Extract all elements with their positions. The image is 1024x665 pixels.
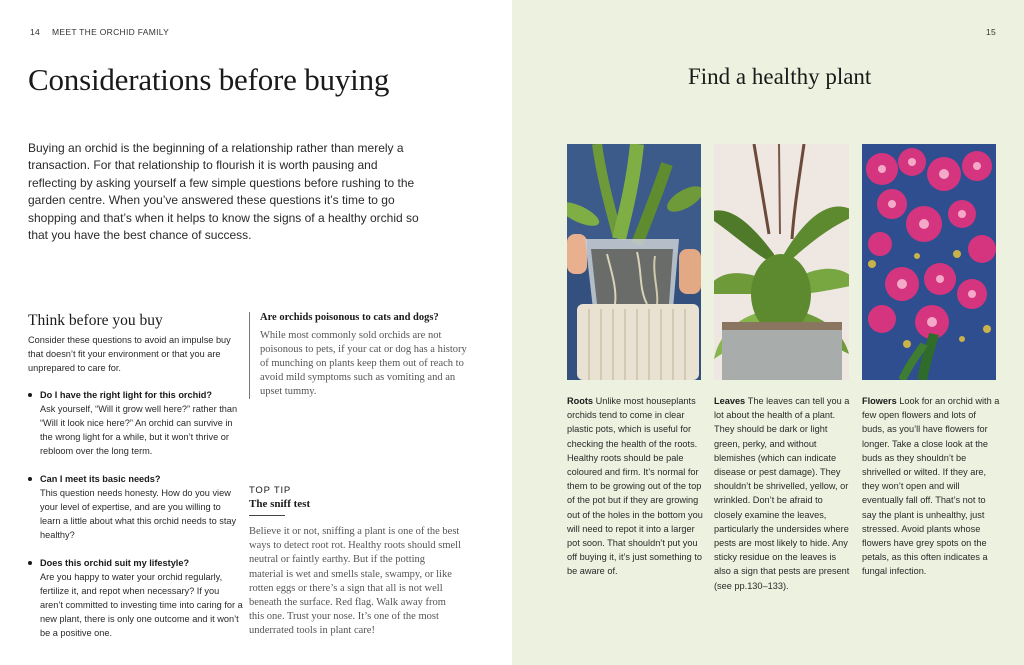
flowers-caption	[862, 394, 1000, 579]
leaves-caption-key: Leaves	[714, 396, 748, 406]
photo-leaves	[714, 144, 849, 380]
roots-caption	[567, 394, 705, 579]
sidebar-body: While most commonly sold orchids are not poisonous to pets, if your cat or dog has a history of munching on plants keep them out of reach to avoid mild symptoms such as vomiting and an upset tummy.	[260, 330, 467, 397]
right-page	[512, 0, 1024, 665]
bullet-icon	[28, 561, 32, 565]
leaves-caption-text: The leaves can tell you a lot about the health of a plant. They should be dark or light green, perky, and without blemishes (which can indicate disease or pest damage). They shouldn’t be shrivelled, yellow, or wrinkled. Don’t be afraid to closely examine the leaves, particularly the undersides where pests are most likely to hide. Any sticky residue on the leaves is also a sign that pests are present (see pp.130–133).	[714, 396, 850, 591]
flowers-caption-text: Look for an orchid with a few open flowers and lots of buds, as you’ll have flowers for longer. Take a close look at the buds as they shouldn’t be shrivelled or wilted. If they are, they won’t open and will eventually fall off. That’s not to say the plant is unhealthy, just stressed. Avoid plants whose flowers have grey spots on the petals, as this often indicates a fungal infection.	[862, 396, 1000, 577]
intro-text: Buying an orchid is the beginning of a relationship rather than merely a transaction. For that relationship to flourish it is worth pausing and reflecting by asking yourself a few simple questions before rushing to the garden centre. When you’ve answered these questions it’s time to go shopping and that’s when it helps to know the signs of a healthy orchid so that you have the best chance of success.	[28, 141, 419, 243]
bullet-icon	[28, 393, 32, 397]
pets-sidebar	[249, 312, 472, 399]
page-title: Considerations before buying	[28, 62, 390, 97]
roots-caption-text: Unlike most houseplants orchids tend to come in clear plastic pots, which is useful for checking the health of the roots. Healthy roots should be pale coloured and firm. It’s normal for them to be growing out of the top of the pot but if they are growing out of the holes in the bottom you will need to repot it into a larger pot soon. That shouldn’t put you off buying it, it’s just something to be aware of.	[567, 396, 703, 577]
photo-roots	[567, 144, 701, 380]
right-page-title: Find a healthy plant	[688, 64, 872, 89]
sidebar-heading: Are orchids poisonous to cats and dogs?	[260, 312, 439, 323]
page-number-left: 14	[30, 27, 41, 37]
question-item	[28, 388, 243, 458]
page-number-right: 15	[986, 27, 997, 37]
flowers-caption-key: Flowers	[862, 396, 900, 406]
question-answer: Ask yourself, “Will it grow well here?” rather than “Will it look nice here?” An orchid can survive in the wrong light for a while, but it won’t thrive or rebloom over the long term.	[40, 404, 238, 456]
question-title: Can I meet its basic needs?	[40, 474, 161, 484]
think-lead: Consider these questions to avoid an impulse buy that doesn’t fit your environment or that you are unprepared to care for.	[28, 335, 231, 373]
bullet-icon	[28, 477, 32, 481]
running-header: MEET THE ORCHID FAMILY	[52, 27, 170, 37]
leaves-caption	[714, 394, 852, 593]
tip-label: TOP TIP	[249, 485, 292, 496]
flowers-photo-image	[862, 144, 996, 380]
question-answer: Are you happy to water your orchid regularly, fertilize it, and repot when necessary? If you aren’t committed to investing time into caring for a new plant, there is only one outcome and it won’t be a positive one.	[40, 572, 243, 638]
question-title: Do I have the right light for this orchid?	[40, 390, 213, 400]
roots-photo-image	[567, 144, 701, 380]
question-answer: This question needs honesty. How do you view your level of expertise, and are you willing to learn a little about what this orchid needs to stay healthy?	[40, 488, 237, 540]
think-heading: Think before you buy	[28, 312, 163, 329]
tip-divider	[249, 515, 285, 516]
tip-title: The sniff test	[249, 498, 311, 510]
photo-flowers	[862, 144, 996, 380]
question-item	[28, 472, 243, 542]
question-title: Does this orchid suit my lifestyle?	[40, 558, 190, 568]
roots-caption-key: Roots	[567, 396, 596, 406]
leaves-photo-image	[714, 144, 849, 380]
intro-paragraph	[28, 140, 420, 244]
tip-body: Believe it or not, sniffing a plant is one of the best ways to detect root rot. Healthy roots should smell neutral or faintly earthy. But if the potting material is wet and smells stale, swampy, or like rotten eggs or there’s a sign that all is not well beneath the surface. Red flag. Walk away from this one. Trust your nose. It’s one of the most underrated tools in plant care!	[249, 526, 462, 637]
question-item	[28, 556, 243, 640]
question-list	[28, 388, 243, 640]
